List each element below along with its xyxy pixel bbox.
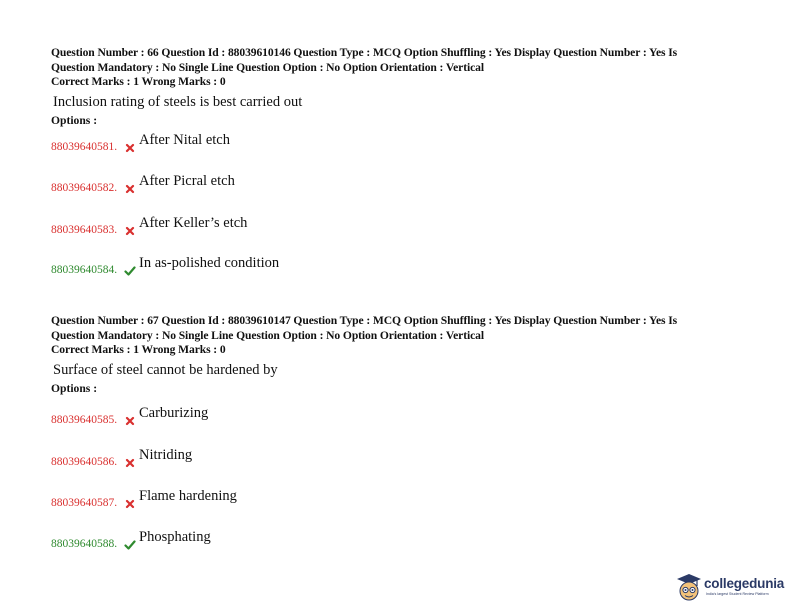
question-stem: Surface of steel cannot be hardened by: [53, 361, 278, 378]
question-marks: Correct Marks : 1 Wrong Marks : 0: [51, 343, 226, 356]
option-id: 88039640581.: [51, 141, 118, 153]
option-text: Phosphating: [139, 529, 211, 545]
cross-icon: [124, 414, 136, 426]
cross-icon: [124, 497, 136, 509]
question-meta-line2: Question Mandatory : No Single Line Question Option : No Option Orientation : Vertical: [51, 328, 484, 342]
cross-icon: [124, 182, 136, 194]
question-block-66: [51, 46, 751, 128]
option-id: 88039640586.: [51, 456, 118, 468]
mascot-icon: [674, 571, 704, 605]
option-text: Flame hardening: [139, 488, 237, 504]
option-id: 88039640587.: [51, 497, 118, 509]
checkmark-icon: [124, 538, 136, 550]
cross-icon: [124, 224, 136, 236]
option-text: Carburizing: [139, 405, 209, 421]
option-id: 88039640585.: [51, 414, 118, 426]
brand-name: collegedunia: [704, 576, 785, 591]
option-text: In as-polished condition: [139, 255, 280, 271]
brand-tagline: India's largest Student Review Platform: [706, 592, 769, 596]
option-text: Nitriding: [139, 447, 193, 463]
options-label: Options :: [51, 113, 98, 127]
option-id: 88039640583.: [51, 224, 118, 236]
question-meta-line2: Question Mandatory : No Single Line Question Option : No Option Orientation : Vertical: [51, 60, 484, 74]
question-meta-line1: Question Number : 66 Question Id : 88039610146 Question Type : MCQ Option Shuffling : Yes Display Question Number : Yes Is: [51, 46, 678, 59]
options-label: Options :: [51, 381, 98, 395]
cross-icon: [124, 456, 136, 468]
option-text: After Keller’s etch: [139, 215, 248, 231]
question-block-67: [51, 314, 751, 396]
collegedunia-logo: [674, 570, 786, 606]
checkmark-icon: [124, 264, 136, 276]
question-marks: Correct Marks : 1 Wrong Marks : 0: [51, 75, 226, 88]
question-stem: Inclusion rating of steels is best carried out: [53, 93, 303, 110]
option-id: 88039640588.: [51, 538, 118, 550]
option-id: 88039640582.: [51, 182, 118, 194]
option-id: 88039640584.: [51, 264, 118, 276]
option-text: After Picral etch: [139, 173, 235, 189]
option-text: After Nital etch: [139, 132, 230, 148]
cross-icon: [124, 141, 136, 153]
question-meta-line1: Question Number : 67 Question Id : 88039610147 Question Type : MCQ Option Shuffling : Yes Display Question Number : Yes Is: [51, 314, 678, 327]
